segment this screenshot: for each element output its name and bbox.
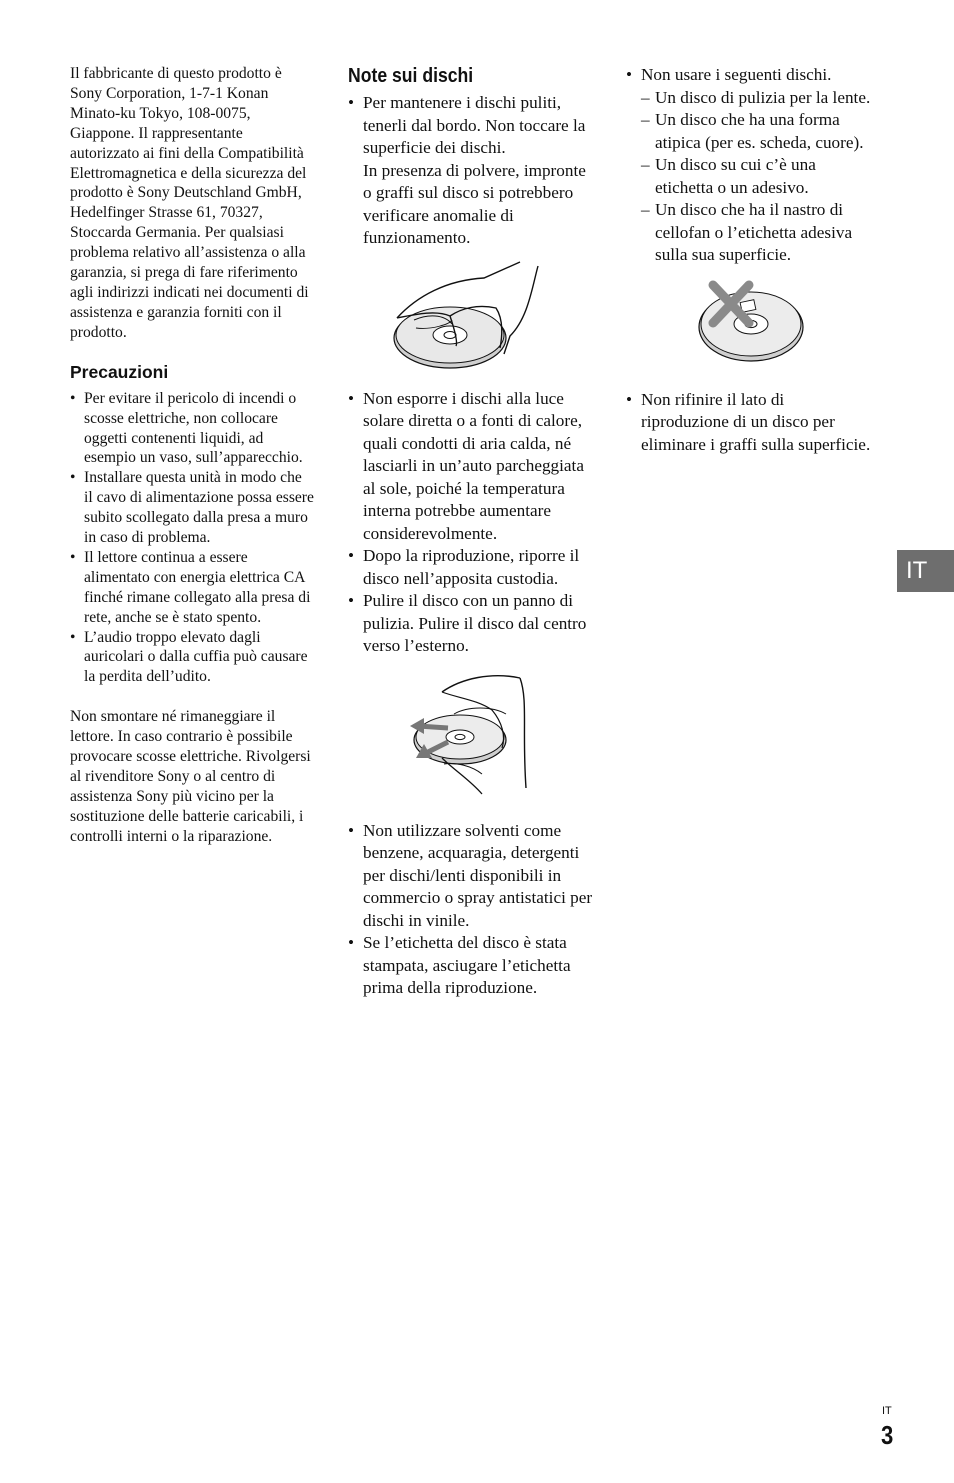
list-subitem: – Un disco su cui c’è una etichetta o un adesivo. <box>641 154 876 199</box>
manufacturer-paragraph: Il fabbricante di questo prodotto è Sony Corporation, 1-7-1 Konan Minato-ku Tokyo, 108-0075, Giappone. Il rappresentante autorizzato ai fini della Compatibilità Elettromagnetica e della sicurezza del prodotto è Sony Deutschland GmbH, Hedelfinger Strasse 61, 70327, Stoccarda Germania. Per qualsiasi problema relativo all’assistenza o alla garanzia, si prega di fare riferimento agli indirizzi indicati nei documenti di assistenza e garanzia forniti con il prodotto. <box>70 65 309 341</box>
list-item: • L’audio troppo elevato dagli auricolari o dalla cuffia può causare la perdita dell’udito. <box>70 628 314 688</box>
hand-holding-disc-illustration <box>392 258 552 374</box>
precautions-list <box>70 389 314 688</box>
list-item: • Non rifinire il lato di riproduzione di un disco per eliminare i graffi sulla superficie. <box>626 389 876 457</box>
list-item: • Installare questa unità in modo che il cavo di alimentazione possa essere subito scollegato dalla presa a muro in caso di problema. <box>70 468 314 548</box>
disc-notes-list-2 <box>348 388 596 658</box>
language-side-tab: IT <box>897 550 954 592</box>
list-item <box>348 92 596 250</box>
disc-notes-list-1 <box>348 92 596 250</box>
disc-notes-heading: Note sui dischi <box>348 65 474 87</box>
list-item-text: Non usare i seguenti dischi. <box>641 65 832 84</box>
precautions-heading: Precauzioni <box>70 361 169 382</box>
list-item: • Non esporre i dischi alla luce solare diretta o a fonti di calore, quali condotti di aria calda, né lasciarli in un’auto parcheggiata al sole, poiché la temperatura interna potrebbe aumentare considerevolmente. <box>348 388 596 546</box>
list-item-text: Per mantenere i dischi puliti, tenerli dal bordo. Non toccare la superficie dei dischi. <box>363 93 586 157</box>
list-subitem: – Un disco di pulizia per la lente. <box>641 87 876 110</box>
unusable-discs-list <box>626 64 876 267</box>
list-item-text: In presenza di polvere, impronte o graffi sul disco si potrebbero verificare anomalie di funzionamento. <box>363 160 586 247</box>
disassembly-warning: Non smontare né rimaneggiare il lettore. In caso contrario è possibile provocare scosse elettriche. Rivolgersi al rivenditore Sony o al centro di assistenza Sony più vicino per la sostituzione delle batterie caricabili, i controlli interni o la riparazione. <box>70 708 311 845</box>
list-subitem: – Un disco che ha il nastro di cellofan o l’etichetta adesiva sulla sua superficie. <box>641 199 876 267</box>
disc-with-label-illustration <box>695 279 807 367</box>
list-item: • Per evitare il pericolo di incendi o scosse elettriche, non collocare oggetti contenenti liquidi, ad esempio un vaso, sull’apparecchio. <box>70 389 314 469</box>
column-right <box>626 64 876 456</box>
page-number: 3 <box>881 1420 894 1450</box>
disc-notes-list-3 <box>348 820 596 1000</box>
list-item: • Se l’etichetta del disco è stata stampata, asciugare l’etichetta prima della riproduzione. <box>348 932 596 1000</box>
list-item: • Il lettore continua a essere alimentato con energia elettrica CA finché rimane collegato alla presa di rete, anche se è stato spento. <box>70 548 314 628</box>
footer-language: IT <box>882 1405 892 1417</box>
list-subitem: – Un disco che ha una forma atipica (per es. scheda, cuore). <box>641 109 876 154</box>
list-item: • Pulire il disco con un panno di pulizia. Pulire il disco dal centro verso l’esterno. <box>348 590 596 658</box>
resurfacing-warning-list <box>626 389 876 457</box>
list-item <box>626 64 876 267</box>
column-middle <box>348 64 596 1000</box>
unusable-discs-sublist <box>641 87 876 267</box>
disc-cleaning-illustration <box>402 670 542 798</box>
column-left <box>70 64 314 847</box>
list-item: • Non utilizzare solventi come benzene, acquaragia, detergenti per dischi/lenti disponibili in commercio o spray antistatici per dischi in vinile. <box>348 820 596 933</box>
list-item: • Dopo la riproduzione, riporre il disco nell’apposita custodia. <box>348 545 596 590</box>
